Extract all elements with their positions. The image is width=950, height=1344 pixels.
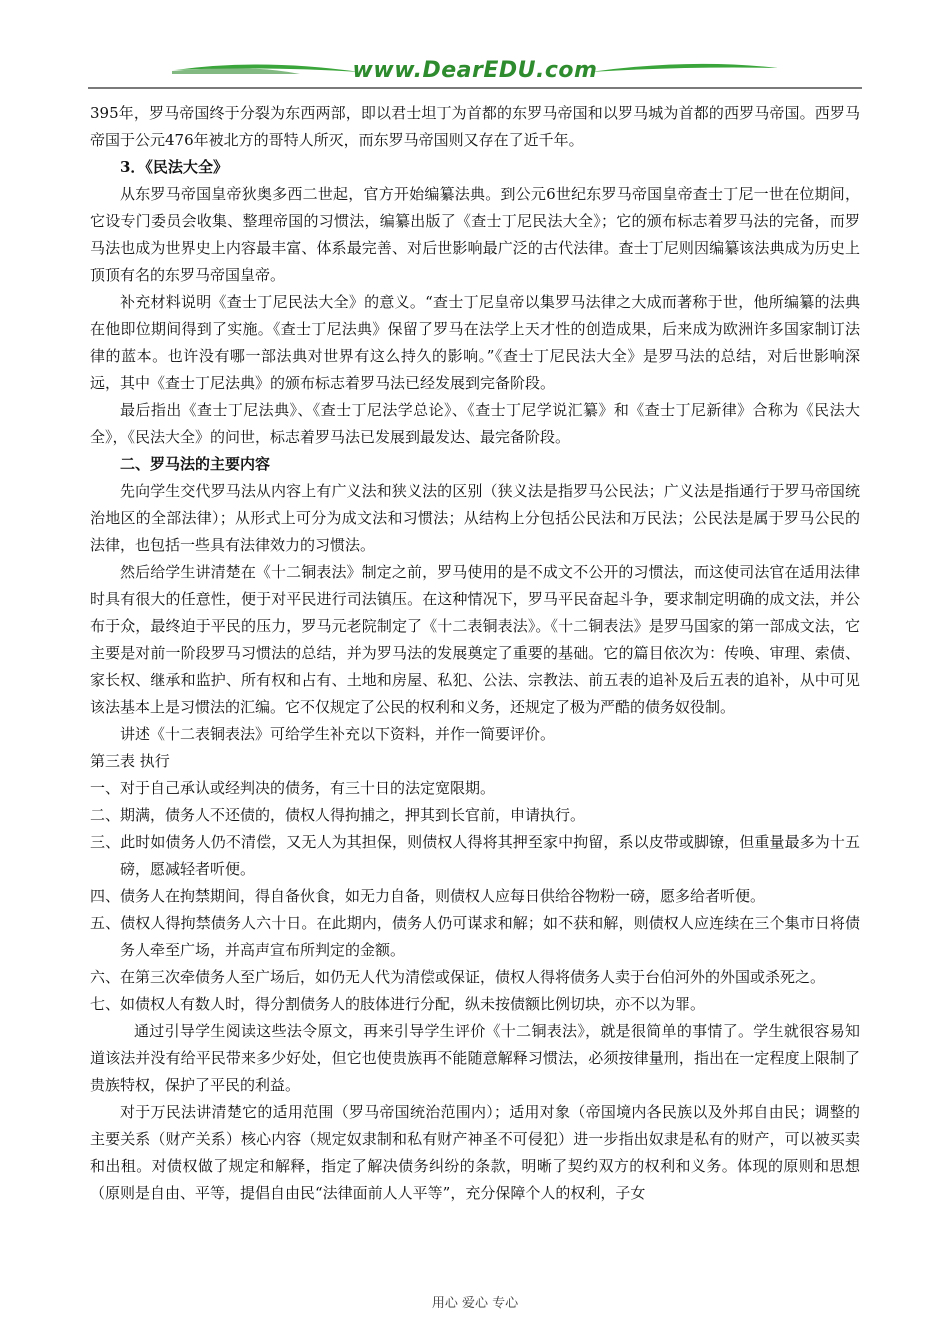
- law-clause: 一、对于自己承认或经判决的债务，有三十日的法定宽限期。: [90, 779, 496, 797]
- paragraph: 补充材料说明《查士丁尼民法大全》的意义。“查士丁尼皇帝以集罗马法律之大成而著称于世，他所编纂的法典在他即位期间得到了实施。《查士丁尼法典》保留了罗马在法学上天才性的创造成果，后来成为欧洲许多国家制订法律的蓝本。也许没有哪一部法典对世界有这么持久的影响。”《查士丁尼民法大全》是罗马法的总结，对后世影响深远，其中《查士丁尼法典》的颁布标志着罗马法已经发展到完备阶段。: [90, 293, 860, 392]
- document-body: [90, 100, 860, 1207]
- law-clause: 七、如债权人有数人时，得分割债务人的肢体进行分配，纵未按债额比例切块，亦不以为罪。: [90, 995, 706, 1013]
- law-clause: 二、期满，债务人不还债的，债权人得拘捕之，押其到长官前，申请执行。: [90, 806, 586, 824]
- page-footer: 用心 爱心 专心: [431, 1296, 519, 1311]
- paragraph: 先向学生交代罗马法从内容上有广义法和狭义法的区别（狭义法是指罗马公民法；广义法是指通行于罗马帝国统治地区的全部法律）；从形式上可分为成文法和习惯法；从结构上分包括公民法和万民法；公民法是属于罗马公民的法律，也包括一些具有法律效力的习惯法。: [90, 482, 860, 554]
- paragraph: 讲述《十二表铜表法》可给学生补充以下资料，并作一简要评价。: [120, 725, 556, 743]
- law-clause: 六、在第三次牵债务人至广场后，如仍无人代为清偿或保证，债权人得将债务人卖于台伯河外的外国或杀死之。: [90, 968, 826, 986]
- paragraph: 然后给学生讲清楚在《十二铜表法》制定之前，罗马使用的是不成文不公开的习惯法，而这使司法官在适用法律时具有很大的任意性，便于对平民进行司法镇压。在这种情况下，罗马平民奋起斗争，要求制定明确的成文法，并公布于众，最终迫于平民的压力，罗马元老院制定了《十二表铜表法》。《十二铜表法》是罗马国家的第一部成文法，它主要是对前一阶段罗马习惯法的总结，并为罗马法的发展奠定了重要的基础。它的篇目依次为：传唤、审理、索债、家长权、继承和监护、所有权和占有、土地和房屋、私犯、公法、宗教法、前五表的追补及后五表的追补，从中可见该法基本上是习惯法的汇编。它不仅规定了公民的权利和义务，还规定了极为严酷的债务奴役制。: [90, 563, 860, 716]
- law-clause: 四、债务人在拘禁期间，得自备伙食，如无力自备，则债权人应每日供给谷物粉一磅，愿多给者听便。: [90, 887, 766, 905]
- site-name-logo: www.DearEDU.com: [352, 58, 598, 83]
- law-clause: 五、债权人得拘禁债务人六十日。在此期内，债务人仍可谋求和解；如不获和解，则债权人应连续在三个集市日将债务人牵至广场，并高声宣布所判定的金额。: [90, 914, 860, 959]
- law-clause: 三、此时如债务人仍不清偿，又无人为其担保，则债权人得将其押至家中拘留，系以皮带或脚镣，但重量最多为十五磅，愿减轻者听便。: [90, 833, 860, 878]
- paragraph: 最后指出《查士丁尼法典》、《查士丁尼法学总论》、《查士丁尼学说汇纂》和《查士丁尼新律》合称为《民法大全》，《民法大全》的问世，标志着罗马法已发展到最发达、最完备阶段。: [90, 401, 860, 446]
- paragraph: 对于万民法讲清楚它的适用范围（罗马帝国统治范围内）；适用对象（帝国境内各民族以及外邦自由民；调整的主要关系（财产关系）核心内容（规定奴隶制和私有财产神圣不可侵犯）进一步指出奴隶是私有的财产，可以被买卖和出租。对债权做了规定和解释，指定了解决债务纠纷的条款，明晰了契约双方的权利和义务。体现的原则和思想（原则是自由、平等，提倡自由民“法律面前人人平等”，充分保障个人的权利，子女: [90, 1103, 860, 1202]
- table-title: 第三表 执行: [90, 752, 170, 770]
- section-heading: 3．《民法大全》: [120, 158, 228, 176]
- section-heading: 二、罗马法的主要内容: [120, 455, 271, 473]
- paragraph: 通过引导学生阅读这些法令原文，再来引导学生评价《十二铜表法》，就是很简单的事情了。学生就很容易知道该法并没有给平民带来多少好处，但它也使贵族再不能随意解释习惯法，必须按律量刑，指出在一定程度上限制了贵族特权，保护了平民的利益。: [90, 1022, 860, 1094]
- paragraph: 395年，罗马帝国终于分裂为东西两部，即以君士坦丁为首都的东罗马帝国和以罗马城为首都的西罗马帝国。西罗马帝国于公元476年被北方的哥特人所灭，而东罗马帝国则又存在了近千年。: [90, 104, 860, 149]
- paragraph: 从东罗马帝国皇帝狄奥多西二世起，官方开始编纂法典。到公元6世纪东罗马帝国皇帝查士丁尼一世在位期间，它设专门委员会收集、整理帝国的习惯法，编纂出版了《查士丁尼民法大全》；它的颁布标志着罗马法的完备，而罗马法也成为世界史上内容最丰富、体系最完善、对后世影响最广泛的古代法律。查士丁尼则因编纂该法典成为历史上顶顶有名的东罗马帝国皇帝。: [90, 185, 860, 284]
- header-swoosh-decoration: [0, 0, 950, 100]
- page-header: [0, 0, 950, 100]
